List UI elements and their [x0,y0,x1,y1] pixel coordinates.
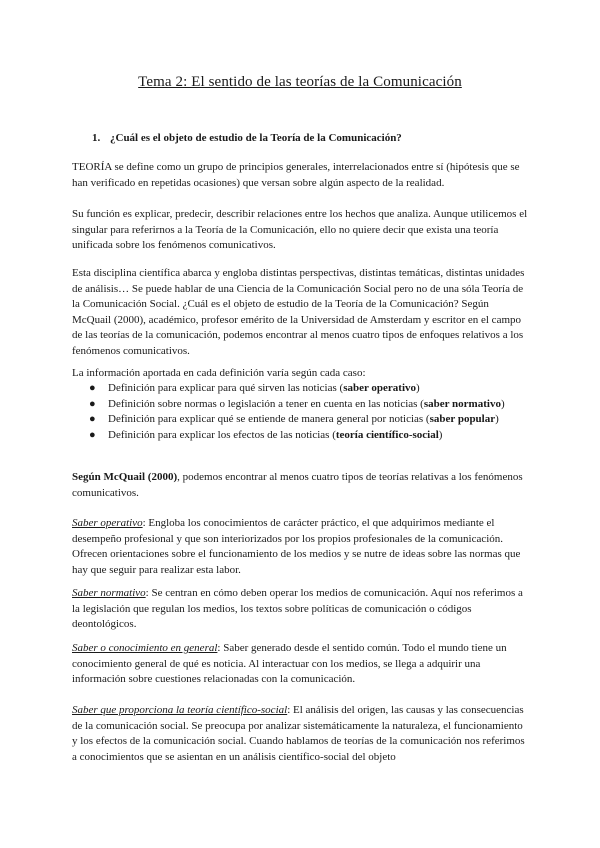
page-title: Tema 2: El sentido de las teorías de la Comunicación [138,74,462,90]
term-label: Saber normativo [72,587,146,599]
list-item: ● Definición para explicar para qué sirven las noticias (saber operativo) [72,381,532,397]
term-label: Saber que proporciona la teoría científico-social [72,704,288,716]
paragraph-disciplina: Esta disciplina científica abarca y engloba distintas perspectivas, distintas temáticas, distintas unidades de análisis… Se puede hablar de una Ciencia de la Comunicación Social pero no de una sóla Teoría de la Comunicación Social. ¿Cuál es el objeto de estudio de la Teoría de la Comunicación? Según McQuail (2000), académico, profesor emérito de la Universidad de Amsterdam y escritor en el campo de las teorías de la comunicación, podemos encontrar al menos cuatro tipos de enfoques relativos a los fenómenos comunicativos. [72,267,525,357]
paragraph-teoria-definition: TEORÍA se define como un grupo de principios generales, interrelacionados entre sí (hipótesis que se han verificado en repetidas ocasiones) que versan sobre algún aspecto de la realidad. [72,161,520,189]
definition-list [72,381,532,443]
bullet-icon: ● [89,413,96,426]
paragraph-saber-general: Saber o conocimiento en general: Saber generado desde el sentido común. Todo el mundo tiene un conocimiento general de qué es noticia. Al interactuar con los medios, se llega a adquirir una información sobre cuestiones relacionadas con la comunicación. [72,642,507,686]
term-label: Saber o conocimiento en general [72,642,218,654]
paragraph-saber-cientifico: Saber que proporciona la teoría científico-social: El análisis del origen, las causas y las consecuencias de la comunicación social. Se preocupa por analizar sistemáticamente la naturaleza, el funcionamiento y los efectos de la comunicación social. Cuando hablamos de teorías de la comunicación nos referimos a conocimientos que se asientan en un análisis científico-social del objeto [72,704,525,763]
section-number: 1. [92,132,101,144]
list-item: ● Definición sobre normas o legislación a tener en cuenta en las noticias (saber normativo) [72,397,532,413]
section-heading [92,132,402,144]
term-label: Saber operativo [72,517,143,529]
paragraph-saber-operativo: Saber operativo: Engloba los conocimientos de carácter práctico, el que adquirimos mediante el desempeño profesional y que son interiorizados por los propios profesionales de la comunicación. Ofrecen orientaciones sobre el funcionamiento de los medios y se nutre de ideas sobre las normas que hay que seguir para realizar esta labor. [72,517,521,576]
paragraph-informacion-intro: La información aportada en cada definición varía según cada caso: [72,367,366,379]
paragraph-mcquail: Según McQuail (2000), podemos encontrar al menos cuatro tipos de teorías relativas a los fenómenos comunicativos. [72,471,523,499]
bullet-icon: ● [89,382,96,394]
bullet-icon: ● [89,428,96,441]
bullet-icon: ● [89,397,96,410]
paragraph-funcion: Su función es explicar, predecir, describir relaciones entre los hechos que analiza. Aunque utilicemos el singular para referirnos a la Teoría de la Comunicación, ello no quiere decir que exista una teoría unificada sobre los fenómenos comunicativos. [72,208,528,252]
section-heading-text: ¿Cuál es el objeto de estudio de la Teoría de la Comunicación? [110,132,402,144]
list-item: ● Definición para explicar los efectos de las noticias (teoría científico-social) [72,428,532,444]
list-item: ● Definición para explicar qué se entiende de manera general por noticias (saber popular) [72,412,532,428]
paragraph-saber-normativo: Saber normativo: Se centran en cómo deben operar los medios de comunicación. Aquí nos referimos a la legislación que regulan los medios, los textos sobre políticas de comunicación o códigos deontológicos. [72,587,523,631]
